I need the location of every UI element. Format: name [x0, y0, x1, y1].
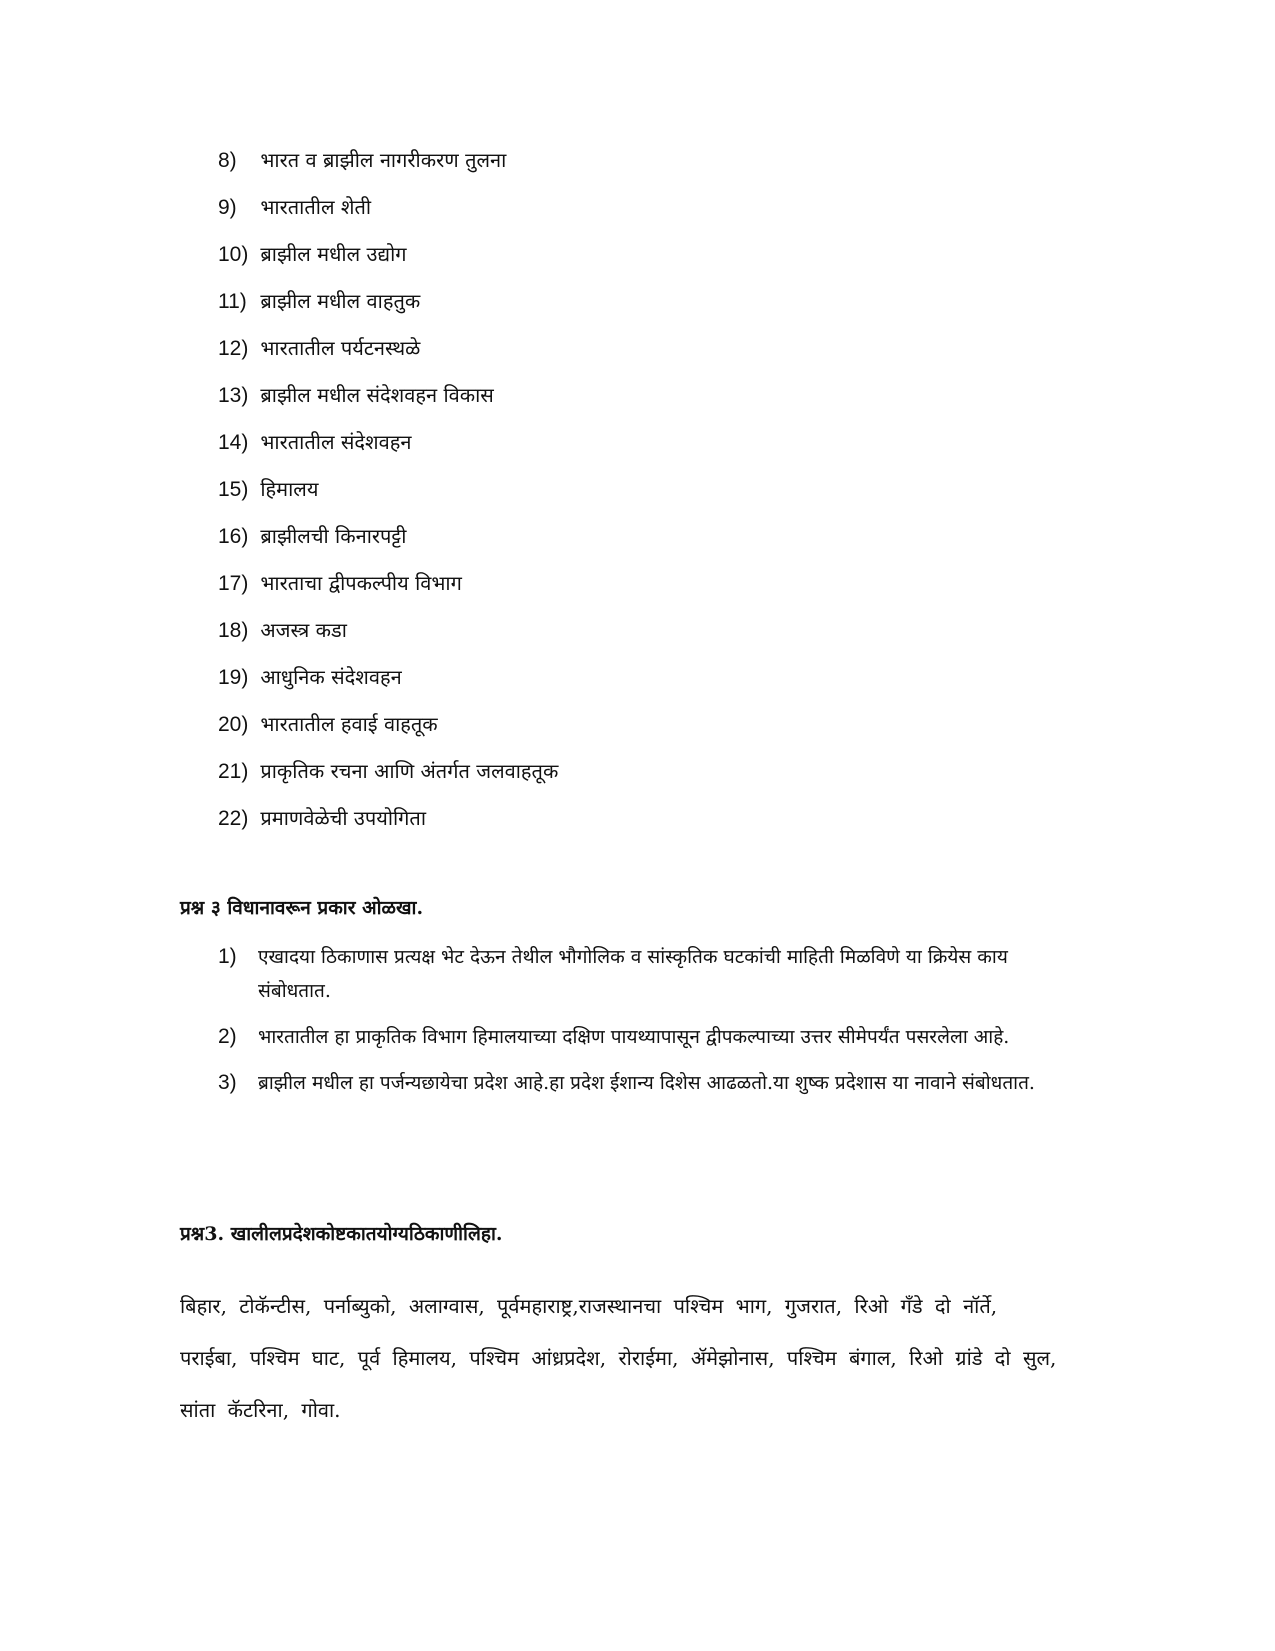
item-text: ब्राझील मधील संदेशवहन विकास [260, 383, 494, 407]
item-number: 18) [218, 619, 249, 642]
list-item [218, 475, 558, 522]
item-text: भारताचा द्वीपकल्पीय विभाग [260, 571, 462, 595]
item-text: भारतातील संदेशवहन [260, 430, 412, 454]
list-item [218, 522, 558, 569]
question-number: 2) [218, 1025, 237, 1048]
item-number: 10) [218, 243, 249, 266]
item-text: ब्राझीलची किनारपट्टी [260, 524, 407, 548]
item-text: ब्राझील मधील उद्योग [260, 242, 407, 266]
list-item [218, 428, 558, 475]
places-list: बिहार, टोकॅन्टीस, पर्नाब्युको, अलाग्वास, पूर्वमहाराष्ट्र,राजस्थानचा पश्चिम भाग, गुजरात, रिओ गॅंडे दो नॉर्ते, पराईबा, पश्चिम घाट, पूर्व हिमालय, पश्चिम आंध्रप्रदेश, रोराईमा, ॲमेझोनास, पश्चिम बंगाल, रिओ ग्रांडे दो सुल, सांता कॅटरिना, गोवा. [180, 1294, 1057, 1422]
list-item [218, 240, 558, 287]
list-item [218, 757, 558, 804]
item-text: प्रमाणवेळेची उपयोगिता [260, 806, 427, 830]
section-heading-fill-regions: प्रश्न3. खालीलप्रदेशकोष्टकातयोग्यठिकाणीलिहा. [180, 1223, 503, 1245]
item-text: भारतातील शेती [260, 195, 372, 219]
question-list [218, 940, 1078, 1112]
list-item [218, 616, 558, 663]
question-number: 1) [218, 945, 237, 968]
item-text: भारतातील पर्यटनस्थळे [260, 336, 421, 360]
item-number: 19) [218, 666, 249, 689]
item-number: 15) [218, 478, 249, 501]
section-heading-identify-type: प्रश्न ३ विधानावरून प्रकार ओळखा. [180, 897, 424, 919]
question-number: 3) [218, 1071, 237, 1094]
item-number: 12) [218, 337, 249, 360]
question-text: ब्राझील मधील हा पर्जन्यछायेचा प्रदेश आहे.हा प्रदेश ईशान्य दिशेस आढळतो.या शुष्क प्रदेशास या नावाने संबोधतात. [258, 1072, 1035, 1094]
question-item [218, 1066, 1078, 1100]
item-number: 14) [218, 431, 249, 454]
item-text: भारत व ब्राझील नागरीकरण तुलना [260, 148, 507, 172]
list-item [218, 146, 558, 193]
list-item [218, 710, 558, 757]
list-item [218, 569, 558, 616]
list-item [218, 663, 558, 710]
item-number: 11) [218, 290, 247, 313]
item-number: 13) [218, 384, 249, 407]
item-text: हिमालय [260, 477, 319, 501]
question-item [218, 940, 1078, 1008]
item-number: 9) [218, 196, 237, 219]
topic-list [218, 146, 558, 851]
item-number: 8) [218, 149, 237, 172]
item-number: 20) [218, 713, 249, 736]
item-number: 17) [218, 572, 249, 595]
question-text: भारतातील हा प्राकृतिक विभाग हिमालयाच्या दक्षिण पायथ्यापासून द्वीपकल्पाच्या उत्तर सीमेपर्यंत पसरलेला आहे. [258, 1026, 1010, 1048]
item-text: आधुनिक संदेशवहन [260, 665, 402, 689]
item-number: 22) [218, 807, 249, 830]
question-item [218, 1020, 1078, 1054]
question-text: एखादया ठिकाणास प्रत्यक्ष भेट देऊन तेथील भौगोलिक व सांस्कृतिक घटकांची माहिती मिळविणे या क्रियेस काय संबोधतात. [258, 946, 1008, 1002]
list-item [218, 287, 558, 334]
list-item [218, 193, 558, 240]
item-number: 21) [218, 760, 249, 783]
list-item [218, 381, 558, 428]
item-text: अजस्त्र कडा [260, 618, 347, 642]
list-item [218, 334, 558, 381]
item-text: प्राकृतिक रचना आणि अंतर्गत जलवाहतूक [260, 759, 559, 783]
item-text: ब्राझील मधील वाहतुक [260, 289, 421, 313]
list-item [218, 804, 558, 851]
item-number: 16) [218, 525, 249, 548]
item-text: भारतातील हवाई वाहतूक [260, 712, 438, 736]
